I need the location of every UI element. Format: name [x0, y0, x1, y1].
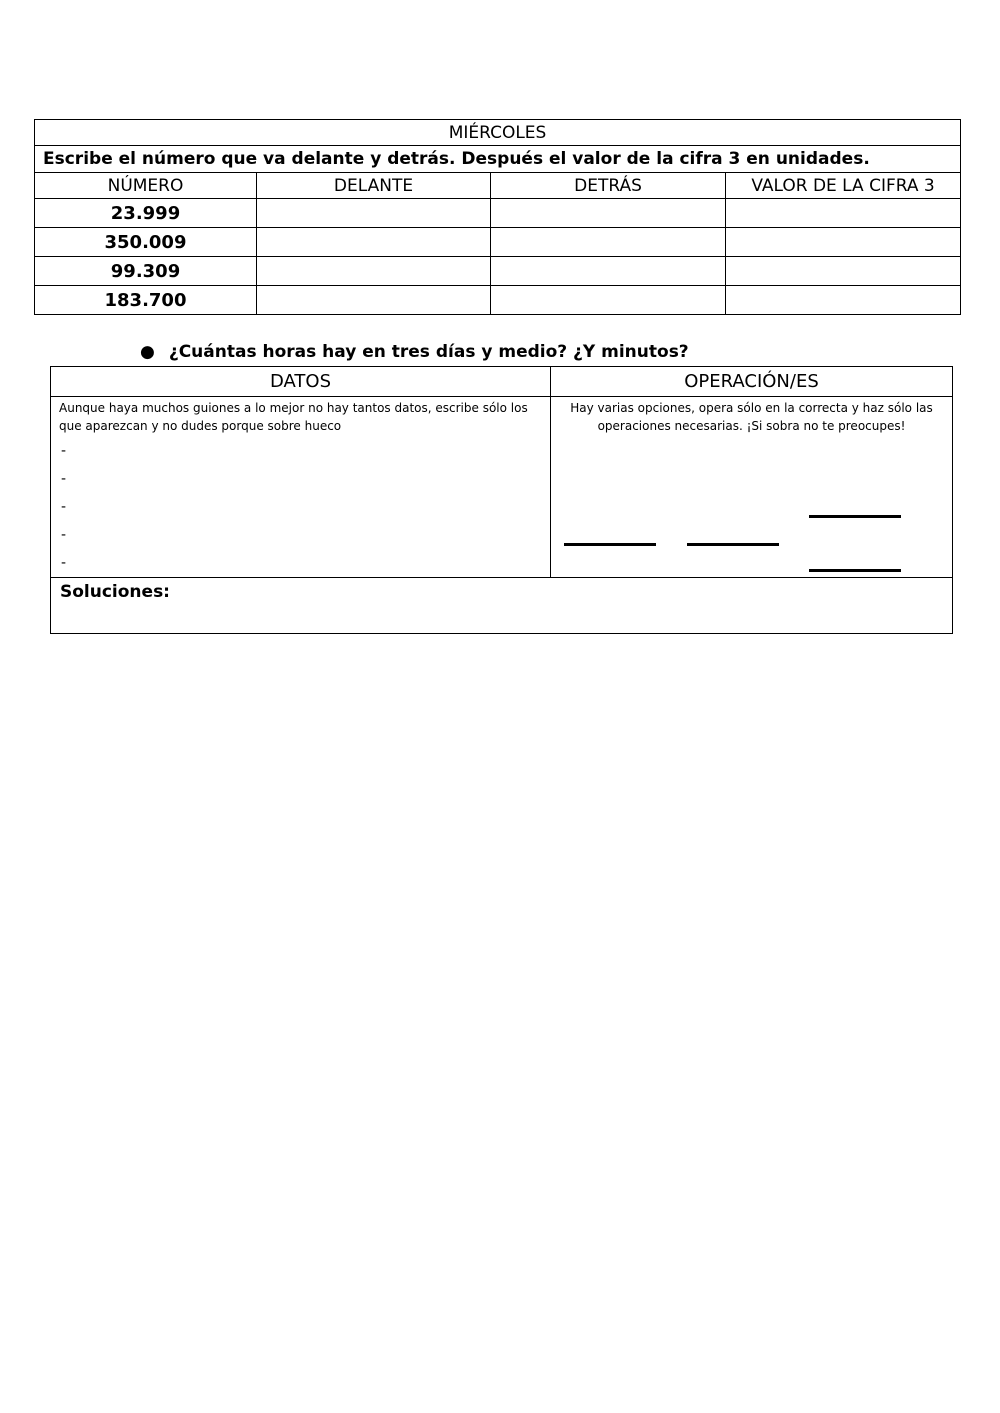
- soluciones-cell[interactable]: [51, 578, 953, 634]
- soluciones-label: Soluciones:: [60, 582, 170, 602]
- bullet-icon: ●: [140, 342, 155, 362]
- list-item[interactable]: -: [61, 443, 67, 459]
- number-cell: 350.009: [35, 228, 257, 257]
- detras-answer-cell[interactable]: [491, 228, 726, 257]
- valor-answer-cell[interactable]: [726, 257, 961, 286]
- detras-answer-cell[interactable]: [491, 257, 726, 286]
- column-header-valor: VALOR DE LA CIFRA 3: [726, 173, 961, 199]
- column-header-detras: DETRÁS: [491, 173, 726, 199]
- instruction-text: Escribe el número que va delante y detrás. Después el valor de la cifra 3 en unidades.: [35, 146, 961, 173]
- operaciones-cell[interactable]: [551, 397, 953, 578]
- table-row: [35, 286, 961, 315]
- problem-table: [50, 366, 953, 634]
- detras-answer-cell[interactable]: [491, 199, 726, 228]
- valor-answer-cell[interactable]: [726, 286, 961, 315]
- valor-answer-cell[interactable]: [726, 228, 961, 257]
- number-cell: 23.999: [35, 199, 257, 228]
- table-row: [35, 228, 961, 257]
- delante-answer-cell[interactable]: [257, 228, 491, 257]
- operation-line: [687, 543, 779, 546]
- operation-line: [809, 515, 901, 518]
- table-row: [35, 257, 961, 286]
- datos-note: Aunque haya muchos guiones a lo mejor no hay tantos datos, escribe sólo los que aparezcan y no dudes porque sobre hueco: [59, 401, 528, 433]
- column-header-delante: DELANTE: [257, 173, 491, 199]
- day-title: MIÉRCOLES: [35, 120, 961, 146]
- question-text: ¿Cuántas horas hay en tres días y medio? ¿Y minutos?: [168, 342, 689, 362]
- delante-answer-cell[interactable]: [257, 286, 491, 315]
- detras-answer-cell[interactable]: [491, 286, 726, 315]
- list-item[interactable]: -: [61, 499, 67, 515]
- list-item[interactable]: -: [61, 555, 67, 571]
- column-header-numero: NÚMERO: [35, 173, 257, 199]
- list-item[interactable]: -: [61, 471, 67, 487]
- number-cell: 99.309: [35, 257, 257, 286]
- operaciones-header: OPERACIÓN/ES: [551, 367, 953, 397]
- table-row: [35, 199, 961, 228]
- operaciones-note: Hay varias opciones, opera sólo en la correcta y haz sólo las operaciones necesarias. ¡Si sobra no te preocupes!: [570, 401, 933, 433]
- valor-answer-cell[interactable]: [726, 199, 961, 228]
- delante-answer-cell[interactable]: [257, 199, 491, 228]
- operation-line: [564, 543, 656, 546]
- exercise-table: [34, 119, 961, 315]
- list-item[interactable]: -: [61, 527, 67, 543]
- operation-line: [809, 569, 901, 572]
- number-cell: 183.700: [35, 286, 257, 315]
- delante-answer-cell[interactable]: [257, 257, 491, 286]
- datos-list: [51, 437, 550, 577]
- problem-question: [140, 342, 689, 362]
- datos-header: DATOS: [51, 367, 551, 397]
- datos-cell[interactable]: [51, 397, 551, 578]
